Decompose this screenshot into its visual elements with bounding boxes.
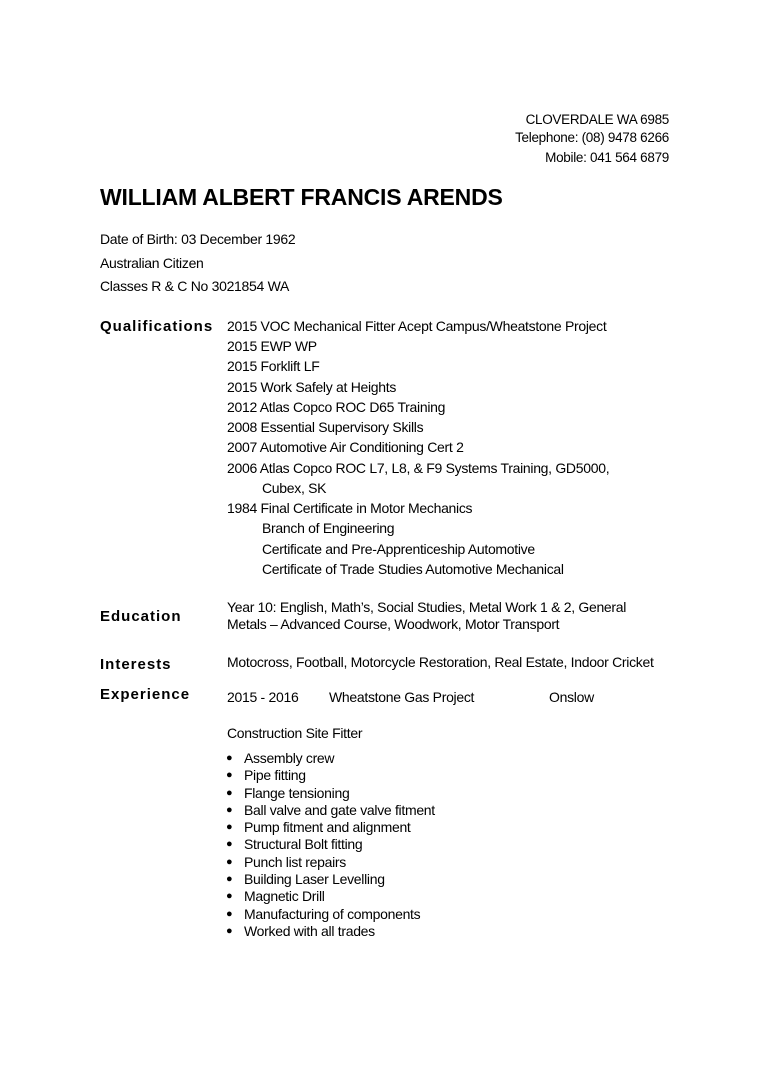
bullet-icon: ● xyxy=(226,890,233,903)
qualification-item: 2015 Forklift LF xyxy=(227,358,320,374)
duty-text: Assembly crew xyxy=(244,750,335,766)
licence-classes: Classes R & C No 3021854 WA xyxy=(100,278,290,294)
duty-text: Manufacturing of components xyxy=(244,905,421,922)
candidate-name: WILLIAM ALBERT FRANCIS ARENDS xyxy=(100,184,503,210)
duty-text: Structural Bolt fitting xyxy=(244,836,363,853)
duty-item xyxy=(226,819,435,836)
duty-text: Pipe fitting xyxy=(244,767,306,784)
duty-item xyxy=(226,836,435,853)
qualifications-heading: Qualifications xyxy=(100,318,214,335)
duty-item xyxy=(226,785,435,802)
qualification-subitem: Certificate and Pre-Apprenticeship Automotive xyxy=(262,541,535,557)
bullet-icon: ● xyxy=(226,821,233,834)
interests-text: Motocross, Football, Motorcycle Restoration, Real Estate, Indoor Cricket xyxy=(227,654,654,670)
duty-item xyxy=(226,767,435,784)
duty-text: Ball valve and gate valve fitment xyxy=(244,801,435,818)
duty-item xyxy=(226,888,435,905)
bullet-icon: ● xyxy=(226,769,233,782)
bullet-icon: ● xyxy=(226,752,233,764)
duty-text: Punch list repairs xyxy=(244,853,346,870)
bullet-icon: ● xyxy=(226,907,233,920)
date-of-birth: Date of Birth: 03 December 1962 xyxy=(100,231,296,247)
qualification-item: 1984 Final Certificate in Motor Mechanics xyxy=(227,500,473,516)
qualification-item: 2007 Automotive Air Conditioning Cert 2 xyxy=(227,439,464,455)
telephone-line: Telephone: (08) 9478 6266 xyxy=(515,130,669,145)
qualification-item: 2012 Atlas Copco ROC D65 Training xyxy=(227,399,446,415)
duty-item xyxy=(226,871,435,888)
citizenship: Australian Citizen xyxy=(100,255,204,271)
qualification-item: 2006 Atlas Copco ROC L7, L8, & F9 Systems Training, GD5000, xyxy=(227,460,610,476)
qualification-subitem: Certificate of Trade Studies Automotive Mechanical xyxy=(262,561,564,577)
address-line: CLOVERDALE WA 6985 xyxy=(525,112,669,127)
duty-item xyxy=(226,906,435,923)
experience-heading: Experience xyxy=(100,686,191,703)
interests-heading: Interests xyxy=(100,656,172,673)
education-line: Metals – Advanced Course, Woodwork, Motor Transport xyxy=(227,616,560,632)
experience-location: Onslow xyxy=(549,689,594,705)
qualification-item: 2015 EWP WP xyxy=(227,338,317,354)
duty-item xyxy=(226,923,435,940)
education-line: Year 10: English, Math’s, Social Studies, Metal Work 1 & 2, General xyxy=(227,599,627,615)
experience-project: Wheatstone Gas Project xyxy=(329,689,475,705)
duty-text: Flange tensioning xyxy=(244,784,350,801)
experience-role: Construction Site Fitter xyxy=(227,725,363,741)
duty-item xyxy=(226,854,435,871)
qualification-item: 2015 VOC Mechanical Fitter Acept Campus/Wheatstone Project xyxy=(227,318,607,334)
qualification-item: 2015 Work Safely at Heights xyxy=(227,379,397,395)
bullet-icon: ● xyxy=(226,803,233,816)
bullet-icon: ● xyxy=(226,838,233,851)
duties-list xyxy=(226,750,435,940)
education-heading: Education xyxy=(100,608,182,625)
duty-text: Building Laser Levelling xyxy=(244,871,385,888)
bullet-icon: ● xyxy=(226,855,233,868)
mobile-line: Mobile: 041 564 6879 xyxy=(545,150,669,165)
duty-item xyxy=(226,750,435,767)
experience-period: 2015 - 2016 xyxy=(227,689,299,705)
duty-text: Pump fitment and alignment xyxy=(244,819,411,836)
bullet-icon: ● xyxy=(226,873,233,886)
bullet-icon: ● xyxy=(226,924,233,937)
duty-text: Worked with all trades xyxy=(244,922,375,939)
qualification-item-continued: Cubex, SK xyxy=(262,480,327,496)
qualification-item: 2008 Essential Supervisory Skills xyxy=(227,419,424,435)
duty-text: Magnetic Drill xyxy=(244,888,325,905)
duty-item xyxy=(226,802,435,819)
qualification-subitem: Branch of Engineering xyxy=(262,520,395,536)
bullet-icon: ● xyxy=(226,786,233,799)
